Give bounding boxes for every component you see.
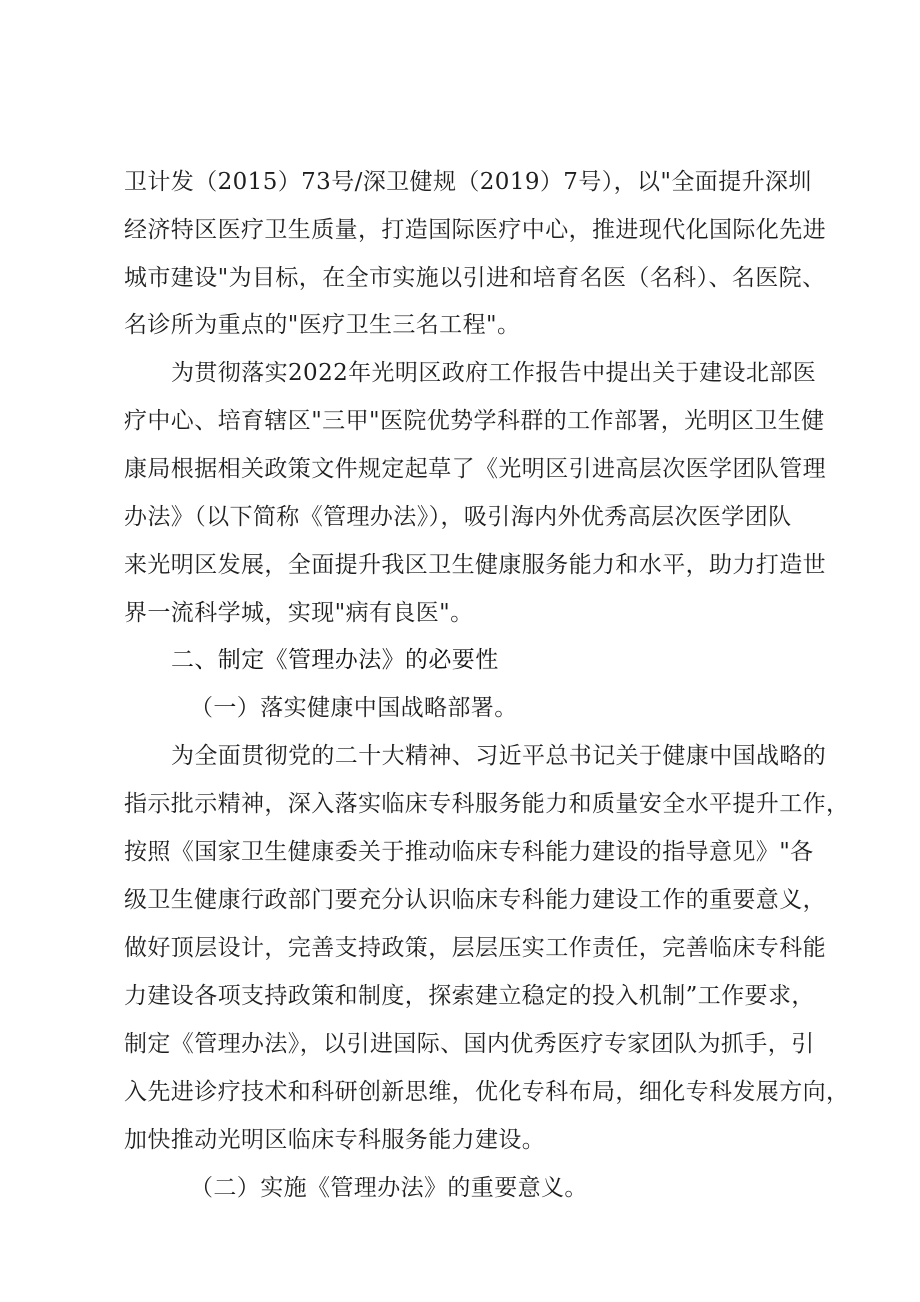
paragraph-2-line: 为贯彻落实2022年光明区政府工作报告中提出关于建设北部医 <box>171 360 817 386</box>
paragraph-3-line: 加快推动光明区临床专科服务能力建设。 <box>124 1127 546 1153</box>
paragraph-2-line: 来光明区发展，全面提升我区卫生健康服务能力和水平，助力打造世 <box>124 552 826 578</box>
paragraph-3-line: 制定《管理办法》，以引进国际、国内优秀医疗专家团队为抓手，引 <box>124 1031 815 1057</box>
paragraph-3-line: 按照《国家卫生健康委关于推动临床专科能力建设的指导意见》"各 <box>124 839 814 865</box>
subsection-heading-1: （一）落实健康中国战略部署。 <box>190 695 518 721</box>
paragraph-1-line: 名诊所为重点的"医疗卫生三名工程"。 <box>124 312 521 338</box>
paragraph-3-line: 级卫生健康行政部门要充分认识临床专科能力建设工作的重要意义， <box>124 887 826 913</box>
paragraph-3-line: 入先进诊疗技术和科研创新思维，优化专科布局，细化专科发展方向， <box>124 1079 850 1105</box>
paragraph-2-line: 疗中心、培育辖区"三甲"医院优势学科群的工作部署，光明区卫生健 <box>124 408 825 434</box>
paragraph-2-line: 界一流科学城，实现"病有良医"。 <box>124 600 474 626</box>
subsection-heading-2: （二）实施《管理办法》的重要意义。 <box>190 1175 588 1201</box>
paragraph-3-line: 力建设各项支持政策和制度，探索建立稳定的投入机制”工作要求， <box>124 983 815 1009</box>
section-heading: 二、制定《管理办法》的必要性 <box>171 647 499 673</box>
paragraph-3-line: 做好顶层设计，完善支持政策，层层压实工作责任，完善临床专科能 <box>124 935 826 961</box>
paragraph-1-line: 城市建设"为目标，在全市实施以引进和培育名医（名科）、名医院、 <box>124 265 826 291</box>
paragraph-2-line: 办法》（以下简称《管理办法》），吸引海内外优秀高层次医学团队 <box>124 504 792 530</box>
paragraph-1-line: 卫计发（2015）73号/深卫健规（2019）7号），以"全面提升深圳 <box>124 169 812 195</box>
paragraph-1-line: 经济特区医疗卫生质量，打造国际医疗中心，推进现代化国际化先进 <box>124 217 826 243</box>
paragraph-3-line: 为全面贯彻党的二十大精神、习近平总书记关于健康中国战略的 <box>171 743 827 769</box>
paragraph-2-line: 康局根据相关政策文件规定起草了《光明区引进高层次医学团队管理 <box>124 456 826 482</box>
paragraph-3-line: 指示批示精神，深入落实临床专科服务能力和质量安全水平提升工作， <box>124 791 850 817</box>
